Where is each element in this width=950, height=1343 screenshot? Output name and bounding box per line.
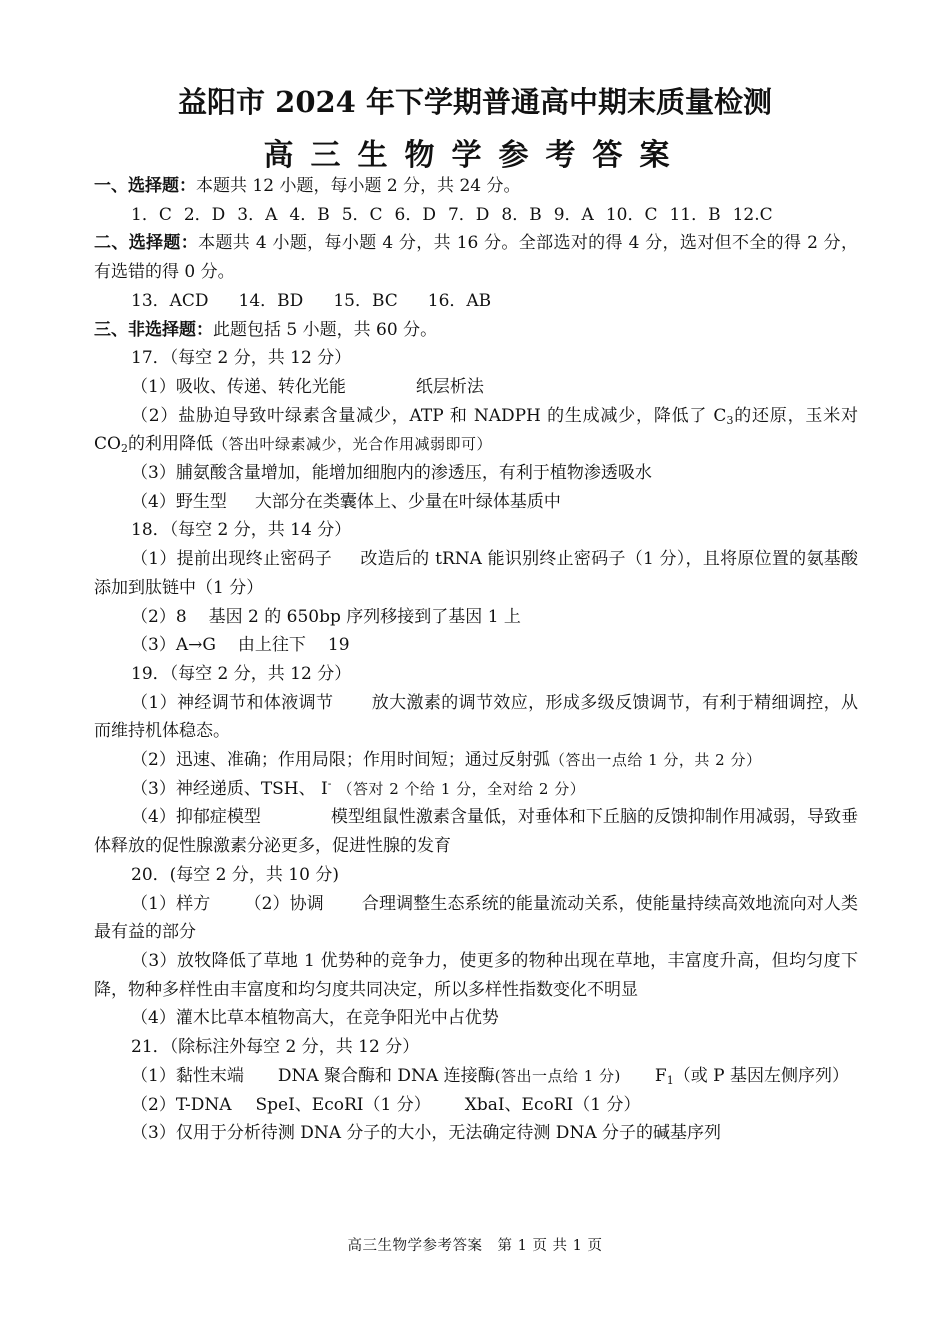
answer-item: 9．A	[553, 204, 594, 225]
q19-a2-part1: （2）迅速、准确；作用局限；作用时间短；通过反射弧	[131, 750, 550, 771]
section2-desc: 本题共 4 小题，每小题 4 分，共 16 分。全部选对的得 4 分，选对但不全的得 2 分，有选错的得 0 分。	[94, 233, 859, 283]
section3-desc: 此题包括 5 小题，共 60 分。	[213, 319, 438, 340]
q20-answer-3: （3）放牧降低了草地 1 优势种的竞争力，使更多的物种出现在草地，丰富度升高，但均匀度下降，物种多样性由丰富度和均匀度共同决定，所以多样性指数变化不明显	[94, 950, 858, 1000]
q18-a2-part1: （2）8	[131, 606, 187, 627]
q17-a1-part1: （1）吸收、传递、转化光能	[131, 376, 346, 397]
section1-header	[94, 172, 858, 201]
q21-a1-part3: F	[654, 1065, 667, 1086]
answer-item: 13．ACD	[131, 290, 209, 311]
subscript-1: 1	[666, 1073, 674, 1087]
q20-answer-4: （4）灌木比草本植物高大，在竞争阳光中占优势	[131, 1008, 499, 1029]
q17-answer-4	[94, 488, 858, 517]
q19-answer-3	[94, 775, 858, 804]
answer-item: 12.C	[732, 204, 773, 225]
q18-a3-part2: 由上往下	[237, 635, 306, 656]
q19-a2-note: （答出一点给 1 分，共 2 分）	[549, 751, 762, 770]
q19-a3-part1: （3）神经递质、TSH、 I	[131, 778, 328, 799]
q17-a4-part2: 大部分在类囊体上、少量在叶绿体基质中	[254, 491, 561, 512]
q21-a1-part2: DNA 聚合酶和 DNA 连接酶	[277, 1065, 495, 1086]
q19-answer-4	[94, 803, 858, 860]
subscript-2: 2	[120, 442, 128, 456]
q21-a1-part4: （或 P 基因左侧序列）	[673, 1065, 849, 1086]
answer-item: 10．C	[605, 204, 658, 225]
page-footer: 高三生物学参考答案 第 1 页 共 1 页	[347, 1238, 603, 1254]
section2-header	[94, 229, 858, 286]
subscript-3: 3	[726, 413, 734, 427]
q21-answer-3: （3）仅用于分析待测 DNA 分子的大小，无法确定待测 DNA 分子的碱基序列	[131, 1123, 721, 1144]
section3-heading: 三、非选择题：	[94, 319, 213, 340]
q18-a1-part2: 改造后的 tRNA 能识别终止密码子（1 分），且将原位置的氨基酸添加到肽链中（1 分）	[94, 549, 858, 598]
q19-a1-part2: 放大激素的调节效应，形成多级反馈调节，有利于精细调控，从而维持机体稳态。	[94, 692, 858, 742]
answer-item: 5．C	[341, 204, 383, 225]
question-17-heading: 17．（每空 2 分，共 12 分）	[131, 348, 352, 369]
answer-item: 16．AB	[427, 290, 492, 311]
q17-answer-1	[94, 373, 858, 402]
q19-a3-note: （答对 2 个给 1 分，全对给 2 分）	[337, 779, 586, 798]
q21-answer-1	[94, 1062, 858, 1091]
section2-answers	[94, 287, 858, 316]
q21-a1-note: (答出一点给 1 分)	[494, 1066, 621, 1085]
question-20-heading: 20．(每空 2 分，共 10 分)	[131, 864, 339, 885]
q18-answer-3	[94, 631, 858, 660]
q21-answer-2	[94, 1091, 858, 1120]
q18-a1-part1: （1）提前出现终止密码子	[131, 549, 333, 570]
q17-a2-part3: 的利用降低	[127, 434, 213, 455]
question-21-heading: 21．（除标注外每空 2 分，共 12 分）	[131, 1037, 420, 1058]
answer-item: 2．D	[183, 204, 226, 225]
answer-item: 1．C	[131, 204, 172, 225]
q17-a2-part2: 的还原，玉米对 CO	[94, 405, 858, 455]
answer-item: 14．BD	[238, 290, 304, 311]
question-19-heading: 19．（每空 2 分，共 12 分）	[131, 663, 352, 684]
q20-a1-part2: （2）协调	[244, 893, 324, 914]
section3-header	[94, 316, 858, 345]
answer-item: 11．B	[669, 204, 721, 225]
q19-answer-2	[94, 746, 858, 775]
q20-answer-1	[94, 890, 858, 947]
document-subtitle: 高三生物学参考答案	[263, 138, 687, 173]
q18-answer-1	[94, 545, 858, 602]
q17-answer-3: （3）脯氨酸含量增加，能增加细胞内的渗透压，有利于植物渗透吸水	[131, 463, 652, 484]
answer-item: 8．B	[501, 204, 542, 225]
answer-item: 15．BC	[333, 290, 398, 311]
q17-a2-note: （答出叶绿素减少，光合作用减弱即可）	[212, 435, 492, 454]
q21-a2-part2: SpeI、EcoRI（1 分）	[255, 1094, 431, 1115]
q17-a2-part1: （2）盐胁迫导致叶绿素含量减少，ATP 和 NADPH 的生成减少，降低了 C	[131, 405, 727, 426]
q21-a2-part3: XbaI、EcoRI（1 分）	[464, 1094, 641, 1115]
answer-item: 3．A	[237, 204, 278, 225]
question-18-heading: 18．（每空 2 分，共 14 分）	[131, 520, 352, 541]
q20-a1-part3: 合理调整生态系统的能量流动关系，使能量持续高效地流向对人类最有益的部分	[94, 893, 858, 943]
q17-a4-part1: （4）野生型	[131, 491, 227, 512]
answer-item: 4．B	[289, 204, 330, 225]
q17-a1-part2: 纸层析法	[415, 376, 484, 397]
superscript-minus: -	[327, 776, 332, 790]
document-title: 益阳市 2024 年下学期普通高中期末质量检测	[178, 85, 772, 119]
q17-answer-2	[94, 402, 858, 459]
q19-a1-part1: （1）神经调节和体液调节	[131, 692, 334, 713]
q21-a2-part1: （2）T-DNA	[131, 1094, 232, 1115]
answer-item: 6．D	[394, 204, 436, 225]
section1-heading: 一、选择题：	[94, 176, 196, 196]
q18-a3-part1: （3）A→G	[131, 635, 216, 656]
answer-item: 7．D	[447, 204, 490, 225]
q18-a3-part3: 19	[327, 635, 350, 656]
section1-desc: 本题共 12 小题，每小题 2 分，共 24 分。	[196, 176, 521, 196]
q19-answer-1	[94, 689, 858, 746]
section1-answers	[94, 201, 858, 230]
q18-answer-2	[94, 603, 858, 632]
q19-a4-part1: （4）抑郁症模型	[131, 807, 261, 828]
answer-body	[94, 172, 858, 1148]
q21-a1-part1: （1）黏性末端	[131, 1065, 244, 1086]
q20-a1-part1: （1）样方	[131, 893, 211, 914]
q19-a4-part2: 模型组鼠性激素含量低，对垂体和下丘脑的反馈抑制作用减弱，导致垂体释放的促性腺激素分泌更多，促进性腺的发育	[94, 807, 858, 857]
q18-a2-part2: 基因 2 的 650bp 序列移接到了基因 1 上	[208, 606, 521, 627]
section2-heading: 二、选择题：	[94, 233, 199, 254]
